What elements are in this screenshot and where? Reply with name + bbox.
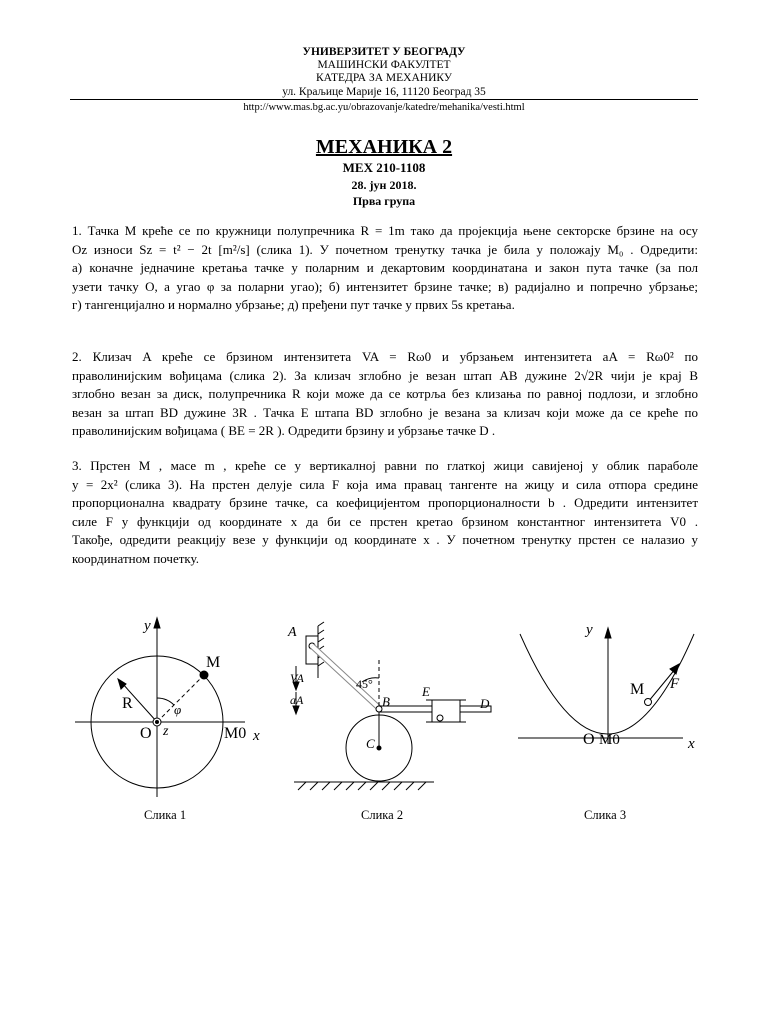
point-M xyxy=(200,671,208,679)
label-y: y xyxy=(586,622,593,638)
figure-3-caption: Слика 3 xyxy=(584,808,627,822)
problem-text-line: праволинијским вођицама ( BE = 2R ). Одредити брзину и убрзање тачке D . xyxy=(72,423,496,438)
label-M: M xyxy=(630,681,645,698)
figure-1-caption: Слика 1 xyxy=(144,808,187,822)
problem-text-line: г) тангенцијално и нормално убрзање; д) пређени пут тачке у првих 5s кретања. xyxy=(72,297,515,312)
label-B: B xyxy=(382,694,390,709)
problem-2 xyxy=(72,348,698,441)
problem-text-line: зглобно везан за диск, полупречника R који може да се котрља без клизања по равној подлози, и зглобно xyxy=(72,386,698,401)
figure-3 xyxy=(508,614,708,804)
label-F: F xyxy=(670,676,680,692)
label-phi: φ xyxy=(174,702,182,717)
problem-text-line: 3. Прстен M , масе m , креће се у вертикалној равни по глаткој жици савијеној у облик параболе xyxy=(72,458,698,473)
figure-2 xyxy=(284,620,504,800)
problem-text-line: 1. Тачка M креће се по кружници полупречника R = 1m тако да пројекција њене секторске брзине на осу xyxy=(72,223,698,238)
header-divider xyxy=(70,99,698,100)
problem-text-line: координатном почетку. xyxy=(72,550,200,566)
label-aA: aA xyxy=(290,693,304,707)
figure-1 xyxy=(70,612,270,802)
label-M0: M0 xyxy=(224,725,247,742)
y-axis-arrow xyxy=(154,618,160,628)
label-z: z xyxy=(163,724,169,739)
problem-text-line: Такође, одредити реакцију везе у функцији од координате x . У почетном тренутку прстен се налазио у xyxy=(72,532,698,547)
label-x: x xyxy=(253,728,260,744)
slider-E xyxy=(432,700,460,722)
parabola xyxy=(520,634,694,734)
exam-group: Прва група xyxy=(352,194,416,208)
exam-code: МЕХ 210-1108 xyxy=(342,160,426,175)
label-A: A xyxy=(288,625,297,640)
problem-text-line: Oz износи Sz = t² − 2t [m²/s] (слика 1). У почетном тренутку тачка је била у положају M₀ . Одредити: xyxy=(72,241,698,257)
problem-text-line: 2. Клизач A креће се брзином интензитета VA = Rω0 и убрзањем интензитета aA = Rω0² по xyxy=(72,349,698,364)
phi-arc xyxy=(157,698,174,705)
problem-text-line: пропорционална квадрату брзине тачке, са коефицијентом пропорционалности b . Одредити интензитет xyxy=(72,495,698,510)
label-O: O xyxy=(583,731,595,748)
problem-text-line: узети тачку О, а угао φ за поларни угао); б) интензитет брзине тачке; в) радијално и попречно убрзање; xyxy=(72,278,698,294)
label-C: C xyxy=(366,736,375,751)
problem-text-line: праволинијским вођицама (слика 2). За клизач зглобно је везан штап AB дужине 2√2R чији је крај B xyxy=(72,367,698,383)
website-url: http://www.mas.bg.ac.yu/obrazovanje/katedre/mehanika/vesti.html xyxy=(243,102,525,113)
label-E: E xyxy=(422,684,430,699)
figure-2-caption: Слика 2 xyxy=(361,808,404,822)
label-angle: 45° xyxy=(356,677,373,691)
problem-text-line: а) коначне једначине кретања тачке у поларним и декартовим координатана и закон пута тачке (за пол xyxy=(72,260,698,275)
problem-3 xyxy=(72,457,698,568)
address: ул. Краљице Марије 16, 11120 Београд 35 xyxy=(282,86,486,98)
problem-text-line: везан за штап BD дужине 3R . Тачка E штапа BD зглобно је везана за клизач који може да се креће по xyxy=(72,404,698,420)
label-y: y xyxy=(144,618,151,634)
label-M0: M0 xyxy=(599,732,620,748)
faculty-name: МАШИНСКИ ФАКУЛТЕТ xyxy=(317,59,451,71)
exam-date: 28. јун 2018. xyxy=(351,178,417,192)
label-M: M xyxy=(206,654,221,671)
department-name: КАТЕДРА ЗА МЕХАНИКУ xyxy=(316,72,452,84)
label-x: x xyxy=(688,736,695,752)
label-R: R xyxy=(122,695,133,712)
problem-text-line: y = 2x² (слика 3). На прстен делује сила F која има правац тангенте на жицу и сила отпора средине xyxy=(72,476,698,492)
label-O: O xyxy=(140,725,152,742)
problem-1 xyxy=(72,222,698,315)
ring-M xyxy=(645,699,652,706)
label-D: D xyxy=(480,696,490,711)
exam-title: МЕХАНИКА 2 xyxy=(315,136,453,158)
problem-text-line: силе F у функцији од координате x да би се прстен кретао брзином константног интензитета V0 . xyxy=(72,513,698,529)
university-name: УНИВЕРЗИТЕТ У БЕОГРАДУ xyxy=(302,46,466,58)
label-VA: VA xyxy=(290,671,304,685)
